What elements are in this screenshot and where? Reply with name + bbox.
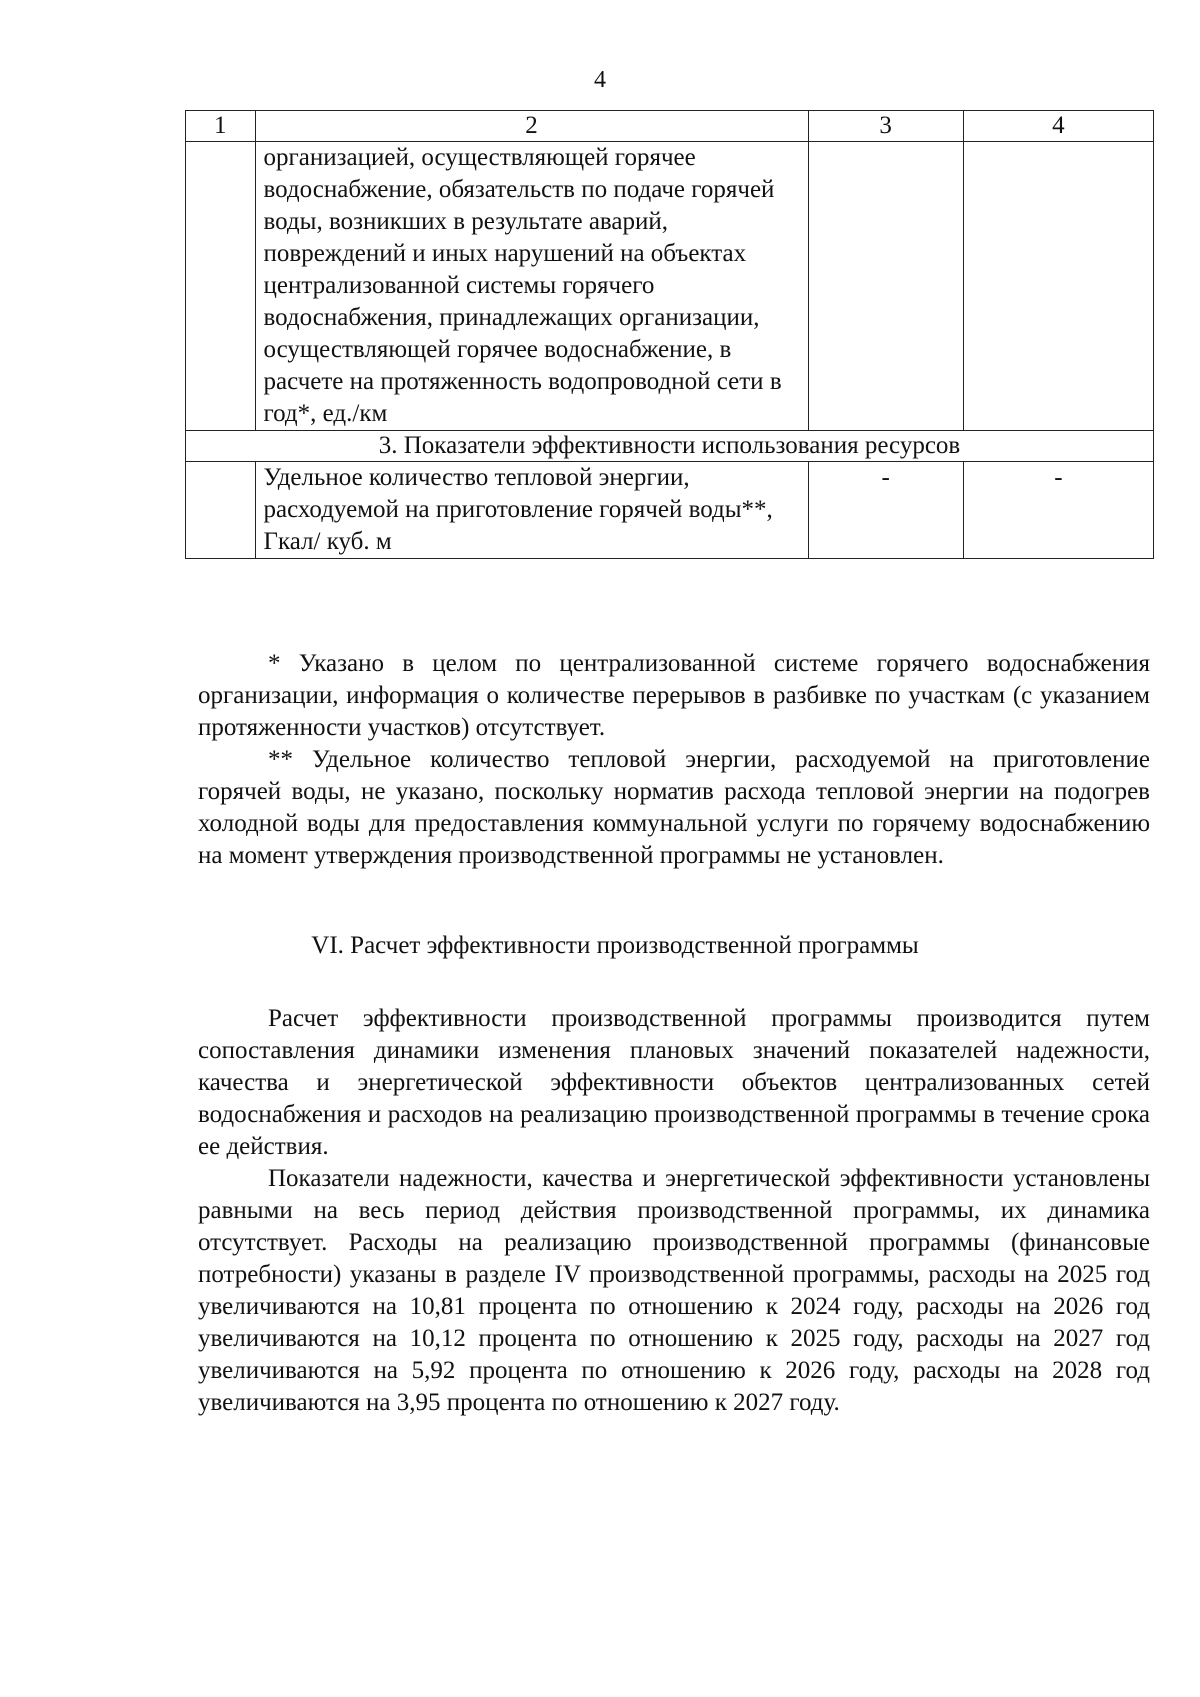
body-text <box>198 1003 1150 1419</box>
section-heading: VI. Расчет эффективности производственной программы <box>311 932 919 959</box>
value-cell: - <box>808 462 963 559</box>
indicators-table <box>185 110 1154 559</box>
table-header-row <box>186 111 1154 142</box>
footnotes <box>198 648 1150 872</box>
value-cell <box>963 142 1153 431</box>
indicator-text-cell: организацией, осуществляющей горячее водоснабжение, обязательств по подаче горячей воды, возникших в результате аварий, повреждений и иных нарушений на объектах централизованной системы горячего водоснабжения, принадлежащих организации, осуществляющей горячее водоснабжение, в расчете на протяженность водопроводной сети в год*, ед./км <box>255 142 808 431</box>
paragraph-2: Показатели надежности, качества и энергетической эффективности установлены равными на весь период действия производственной программы, их динамика отсутствует. Расходы на реализацию производственной программы (финансовые потребности) указаны в разделе IV производственной программы, расходы на 2025 год увеличиваются на 10,81 процента по отношению к 2024 году, расходы на 2026 год увеличиваются на 10,12 процента по отношению к 2025 году, расходы на 2027 год увеличиваются на 5,92 процента по отношению к 2026 году, расходы на 2028 год увеличиваются на 3,95 процента по отношению к 2027 году. <box>198 1165 1150 1416</box>
table-section-row <box>186 431 1154 462</box>
table-row <box>186 462 1154 559</box>
header-cell-2: 2 <box>255 111 808 142</box>
header-cell-3: 3 <box>808 111 963 142</box>
row-number-cell <box>186 142 256 431</box>
row-number-cell <box>186 462 256 559</box>
indicator-text-cell: Удельное количество тепловой энергии, расходуемой на приготовление горячей воды**, Гкал/ куб. м <box>255 462 808 559</box>
paragraph-1: Расчет эффективности производственной программы производится путем сопоставления динамики изменения плановых значений показателей надежности, качества и энергетической эффективности объектов централизованных сетей водоснабжения и расходов на реализацию производственной программы в течение срока ее действия. <box>198 1005 1150 1160</box>
value-cell <box>808 142 963 431</box>
footnote-2: ** Удельное количество тепловой энергии, расходуемой на приготовление горячей воды, не указано, поскольку норматив расхода тепловой энергии на подогрев холодной воды для предоставления коммунальной услуги по горячему водоснабжению на момент утверждения производственной программы не установлен. <box>198 746 1150 869</box>
header-cell-4: 4 <box>963 111 1153 142</box>
section-title-cell: 3. Показатели эффективности использования ресурсов <box>186 431 1154 462</box>
value-cell: - <box>963 462 1153 559</box>
footnote-1: * Указано в целом по централизованной системе горячего водоснабжения организации, информация о количестве перерывов в разбивке по участкам (с указанием протяженности участков) отсутствует. <box>198 650 1150 741</box>
table-row <box>186 142 1154 431</box>
header-cell-1: 1 <box>186 111 256 142</box>
page-number: 4 <box>594 67 606 93</box>
